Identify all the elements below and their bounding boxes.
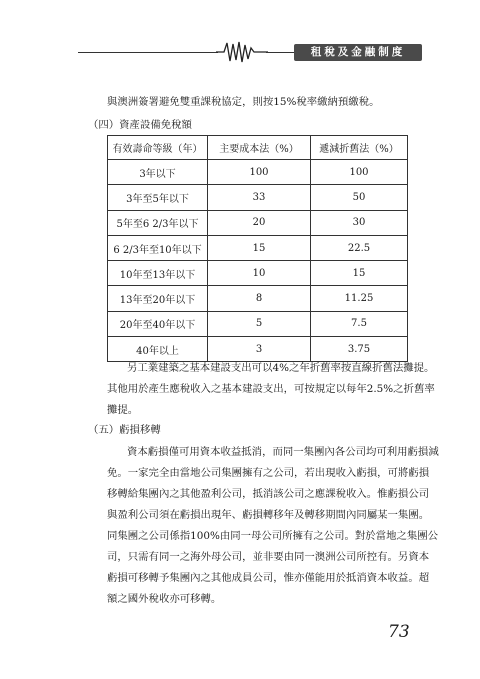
table-row	[108, 311, 408, 336]
table-cell: 22.5	[311, 235, 408, 260]
table-cell: 33	[208, 185, 311, 210]
table-cell: 20年至40年以下	[108, 311, 208, 336]
table-cell: 8	[208, 286, 311, 311]
paragraph-line: 額之國外稅收亦可移轉。	[107, 593, 222, 605]
paragraph-line: 資本虧損僅可用資本收益抵消，而同一集團內各公司均可利用虧損減	[127, 446, 439, 458]
paragraph-line: 其他用於產生應稅收入之基本建設支出，可按規定以每年2.5%之折舊率	[107, 383, 435, 395]
paragraph-line: 免。一家完全由當地公司集團擁有之公司，若出現收入虧損，可將虧損	[107, 467, 430, 479]
table-cell: 10	[208, 261, 311, 286]
column-header: 主要成本法（%）	[208, 136, 311, 160]
column-header: 遞減折舊法（%）	[311, 136, 408, 160]
header-rule-left	[78, 52, 218, 53]
table-row	[108, 261, 408, 286]
section-5-heading: （五）虧損移轉	[88, 424, 161, 436]
table-cell: 15	[311, 261, 408, 286]
table-cell: 30	[311, 210, 408, 235]
paragraph-line: 移轉給集團內之其他盈利公司，抵消該公司之應課稅收入。惟虧損公司	[107, 488, 430, 500]
table-cell: 100	[311, 160, 408, 185]
table-row	[108, 210, 408, 235]
table-cell: 5	[208, 311, 311, 336]
header-rule-right	[266, 52, 294, 53]
paragraph-line: 另工業建築之基本建設支出可以4%之年折舊率按直線折舊法攤提。	[127, 362, 435, 374]
table-cell: 3.75	[311, 337, 408, 362]
table-cell: 40年以上	[108, 337, 208, 362]
paragraph-line: 虧損可移轉予集團內之其他成員公司，惟亦僅能用於抵消資本收益。超	[107, 572, 430, 584]
table-cell: 20	[208, 210, 311, 235]
paragraph-line: 攤提。	[107, 404, 139, 416]
section-4-heading: （四）資產設備免稅額	[88, 119, 192, 131]
paragraph-line: 與盈利公司須在虧損出現年、虧損轉移年及轉移期間內同屬某一集團。	[107, 509, 430, 521]
table-cell: 11.25	[311, 286, 408, 311]
heartbeat-wave-icon	[216, 40, 268, 64]
table-cell: 13年至20年以下	[108, 286, 208, 311]
table-cell: 3年以下	[108, 160, 208, 185]
page-number: 73	[388, 622, 410, 642]
intro-line: 與澳洲簽署避免雙重課稅協定，則按15%稅率繳納預繳稅。	[107, 96, 380, 108]
table-row	[108, 160, 408, 185]
table-row	[108, 286, 408, 311]
table-row	[108, 185, 408, 210]
paragraph-line: 同集團之公司係指100%由同一母公司所擁有之公司。對於當地之集團公	[107, 530, 439, 542]
table-cell: 7.5	[311, 311, 408, 336]
table-cell: 15	[208, 235, 311, 260]
table-cell: 6 2/3年至10年以下	[108, 235, 208, 260]
table-cell: 10年至13年以下	[108, 261, 208, 286]
table-cell: 100	[208, 160, 311, 185]
page-header	[0, 0, 480, 70]
table-cell: 3年至5年以下	[108, 185, 208, 210]
column-header: 有效壽命等級（年）	[108, 136, 208, 160]
table-cell: 50	[311, 185, 408, 210]
chapter-title: 租稅及金融制度	[294, 44, 422, 61]
table-header-row	[108, 136, 408, 160]
table-cell: 3	[208, 337, 311, 362]
depreciation-table	[107, 135, 408, 362]
table-cell: 5年至6 2/3年以下	[108, 210, 208, 235]
table-row	[108, 235, 408, 260]
paragraph-line: 司，只需有同一之海外母公司，並非要由同一澳洲公司所控有。另資本	[107, 551, 430, 563]
